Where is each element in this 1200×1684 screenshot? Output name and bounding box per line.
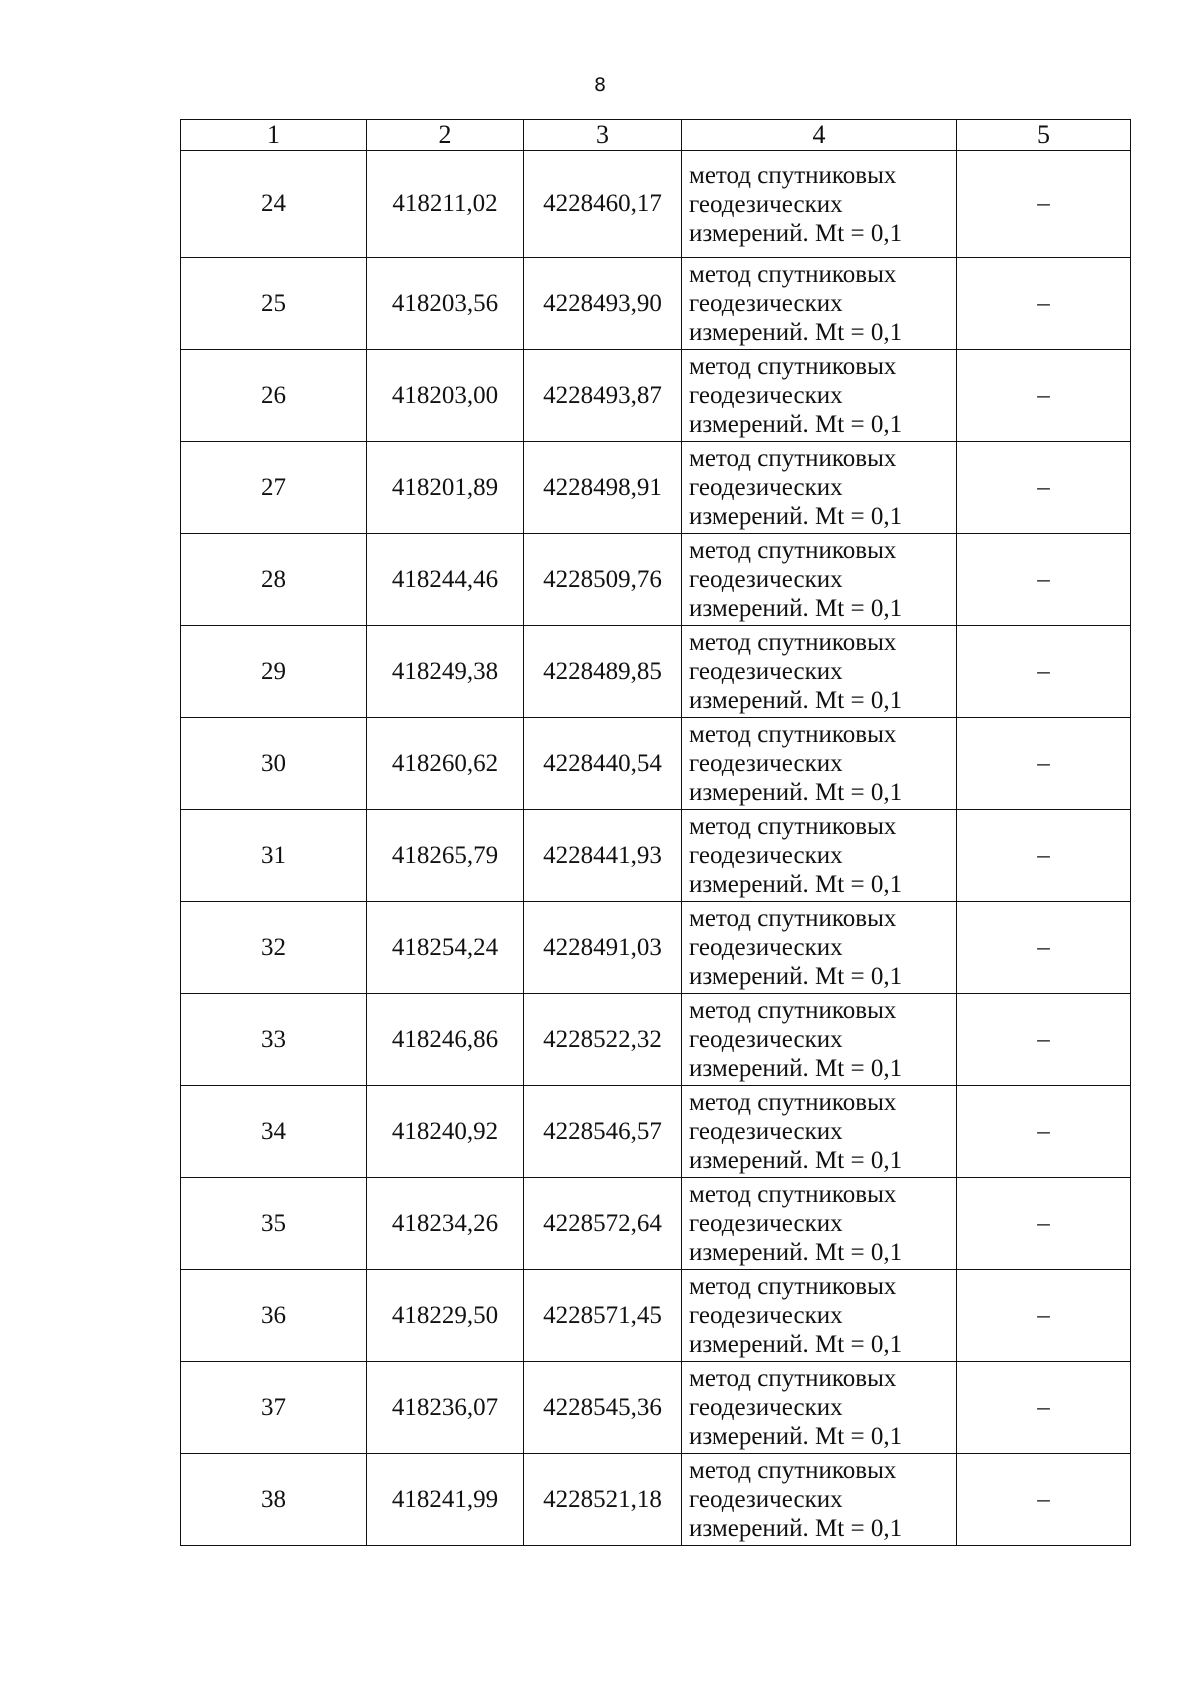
table-row <box>181 350 1131 442</box>
point-number-cell: 24 <box>181 151 367 258</box>
table-body <box>181 151 1131 1546</box>
method-line: метод спутниковых <box>689 1089 897 1116</box>
point-number-cell: 37 <box>181 1362 367 1454</box>
x-coordinate-cell: 418234,26 <box>367 1178 524 1270</box>
x-coordinate-cell: 418241,99 <box>367 1454 524 1546</box>
accuracy-cell: – <box>957 626 1131 718</box>
x-coordinate-cell: 418211,02 <box>367 151 524 258</box>
y-coordinate-cell: 4228441,93 <box>524 810 682 902</box>
point-number-cell: 29 <box>181 626 367 718</box>
method-cell <box>682 1454 957 1546</box>
point-number-cell: 31 <box>181 810 367 902</box>
table-row <box>181 902 1131 994</box>
x-coordinate-cell: 418265,79 <box>367 810 524 902</box>
y-coordinate-cell: 4228571,45 <box>524 1270 682 1362</box>
method-line: метод спутниковых <box>689 445 897 472</box>
method-line: метод спутниковых <box>689 161 897 189</box>
x-coordinate-cell: 418201,89 <box>367 442 524 534</box>
x-coordinate-cell: 418249,38 <box>367 626 524 718</box>
method-line: геодезических <box>689 1118 843 1145</box>
table-row <box>181 258 1131 350</box>
method-cell <box>682 994 957 1086</box>
method-cell <box>682 1270 957 1362</box>
method-line: геодезических <box>689 1486 843 1513</box>
accuracy-cell: – <box>957 1086 1131 1178</box>
y-coordinate-cell: 4228522,32 <box>524 994 682 1086</box>
method-line: измерений. Mt = 0,1 <box>689 1423 903 1450</box>
method-cell <box>682 1086 957 1178</box>
table-row <box>181 151 1131 258</box>
y-coordinate-cell: 4228546,57 <box>524 1086 682 1178</box>
method-line: геодезических <box>689 474 843 501</box>
method-line: измерений. Mt = 0,1 <box>689 1055 903 1082</box>
method-cell <box>682 718 957 810</box>
y-coordinate-cell: 4228572,64 <box>524 1178 682 1270</box>
method-line: метод спутниковых <box>689 1457 897 1484</box>
table-row <box>181 534 1131 626</box>
accuracy-cell: – <box>957 442 1131 534</box>
column-header-4: 4 <box>682 120 957 151</box>
accuracy-cell: – <box>957 718 1131 810</box>
x-coordinate-cell: 418260,62 <box>367 718 524 810</box>
method-line: метод спутниковых <box>689 1273 897 1300</box>
method-cell <box>682 1362 957 1454</box>
table-row <box>181 1454 1131 1546</box>
table-header-row <box>181 120 1131 151</box>
table-row <box>181 1178 1131 1270</box>
table-row <box>181 626 1131 718</box>
method-line: геодезических <box>689 1026 843 1053</box>
method-line: измерений. Mt = 0,1 <box>689 871 903 898</box>
accuracy-cell: – <box>957 810 1131 902</box>
method-line: измерений. Mt = 0,1 <box>689 319 903 346</box>
method-line: метод спутниковых <box>689 629 897 656</box>
point-number-cell: 38 <box>181 1454 367 1546</box>
method-cell <box>682 626 957 718</box>
accuracy-cell: – <box>957 902 1131 994</box>
column-header-1: 1 <box>181 120 367 151</box>
method-line: метод спутниковых <box>689 537 897 564</box>
method-line: геодезических <box>689 842 843 869</box>
method-line: геодезических <box>689 566 843 593</box>
point-number-cell: 30 <box>181 718 367 810</box>
method-line: измерений. Mt = 0,1 <box>689 1515 903 1542</box>
method-line: геодезических <box>689 190 843 218</box>
x-coordinate-cell: 418203,00 <box>367 350 524 442</box>
point-number-cell: 34 <box>181 1086 367 1178</box>
y-coordinate-cell: 4228489,85 <box>524 626 682 718</box>
method-line: геодезических <box>689 1210 843 1237</box>
accuracy-cell: – <box>957 258 1131 350</box>
method-cell <box>682 442 957 534</box>
method-cell <box>682 534 957 626</box>
method-line: метод спутниковых <box>689 261 897 288</box>
accuracy-cell: – <box>957 534 1131 626</box>
method-line: измерений. Mt = 0,1 <box>689 503 903 530</box>
column-header-3: 3 <box>524 120 682 151</box>
point-number-cell: 25 <box>181 258 367 350</box>
method-cell <box>682 151 957 258</box>
y-coordinate-cell: 4228498,91 <box>524 442 682 534</box>
table-row <box>181 442 1131 534</box>
method-line: метод спутниковых <box>689 905 897 932</box>
method-line: геодезических <box>689 1394 843 1421</box>
point-number-cell: 33 <box>181 994 367 1086</box>
method-line: измерений. Mt = 0,1 <box>689 595 903 622</box>
method-line: метод спутниковых <box>689 721 897 748</box>
point-number-cell: 35 <box>181 1178 367 1270</box>
y-coordinate-cell: 4228509,76 <box>524 534 682 626</box>
method-line: измерений. Mt = 0,1 <box>689 687 903 714</box>
coordinates-table <box>180 119 1131 1546</box>
x-coordinate-cell: 418229,50 <box>367 1270 524 1362</box>
method-line: геодезических <box>689 1302 843 1329</box>
page-number: 8 <box>593 74 607 96</box>
method-line: метод спутниковых <box>689 997 897 1024</box>
method-cell <box>682 1178 957 1270</box>
method-cell <box>682 258 957 350</box>
method-line: измерений. Mt = 0,1 <box>689 411 903 438</box>
method-line: метод спутниковых <box>689 1365 897 1392</box>
method-cell <box>682 810 957 902</box>
x-coordinate-cell: 418203,56 <box>367 258 524 350</box>
method-line: метод спутниковых <box>689 1181 897 1208</box>
method-line: геодезических <box>689 658 843 685</box>
y-coordinate-cell: 4228460,17 <box>524 151 682 258</box>
table-row <box>181 1086 1131 1178</box>
point-number-cell: 27 <box>181 442 367 534</box>
method-line: измерений. Mt = 0,1 <box>689 1147 903 1174</box>
point-number-cell: 28 <box>181 534 367 626</box>
x-coordinate-cell: 418240,92 <box>367 1086 524 1178</box>
method-line: геодезических <box>689 750 843 777</box>
method-line: измерений. Mt = 0,1 <box>689 219 903 247</box>
method-line: метод спутниковых <box>689 353 897 380</box>
method-line: геодезических <box>689 382 843 409</box>
y-coordinate-cell: 4228493,87 <box>524 350 682 442</box>
y-coordinate-cell: 4228493,90 <box>524 258 682 350</box>
method-cell <box>682 350 957 442</box>
x-coordinate-cell: 418246,86 <box>367 994 524 1086</box>
accuracy-cell: – <box>957 1270 1131 1362</box>
method-line: метод спутниковых <box>689 813 897 840</box>
point-number-cell: 36 <box>181 1270 367 1362</box>
accuracy-cell: – <box>957 1454 1131 1546</box>
table-row <box>181 718 1131 810</box>
accuracy-cell: – <box>957 994 1131 1086</box>
accuracy-cell: – <box>957 151 1131 258</box>
column-header-5: 5 <box>957 120 1131 151</box>
x-coordinate-cell: 418244,46 <box>367 534 524 626</box>
accuracy-cell: – <box>957 350 1131 442</box>
y-coordinate-cell: 4228521,18 <box>524 1454 682 1546</box>
table-row <box>181 994 1131 1086</box>
y-coordinate-cell: 4228440,54 <box>524 718 682 810</box>
table-row <box>181 1270 1131 1362</box>
y-coordinate-cell: 4228545,36 <box>524 1362 682 1454</box>
x-coordinate-cell: 418254,24 <box>367 902 524 994</box>
method-line: измерений. Mt = 0,1 <box>689 963 903 990</box>
table-row <box>181 810 1131 902</box>
y-coordinate-cell: 4228491,03 <box>524 902 682 994</box>
method-line: измерений. Mt = 0,1 <box>689 779 903 806</box>
method-line: геодезических <box>689 934 843 961</box>
table-row <box>181 1362 1131 1454</box>
method-cell <box>682 902 957 994</box>
accuracy-cell: – <box>957 1178 1131 1270</box>
method-line: геодезических <box>689 290 843 317</box>
accuracy-cell: – <box>957 1362 1131 1454</box>
method-line: измерений. Mt = 0,1 <box>689 1239 903 1266</box>
method-line: измерений. Mt = 0,1 <box>689 1331 903 1358</box>
x-coordinate-cell: 418236,07 <box>367 1362 524 1454</box>
point-number-cell: 26 <box>181 350 367 442</box>
column-header-2: 2 <box>367 120 524 151</box>
point-number-cell: 32 <box>181 902 367 994</box>
